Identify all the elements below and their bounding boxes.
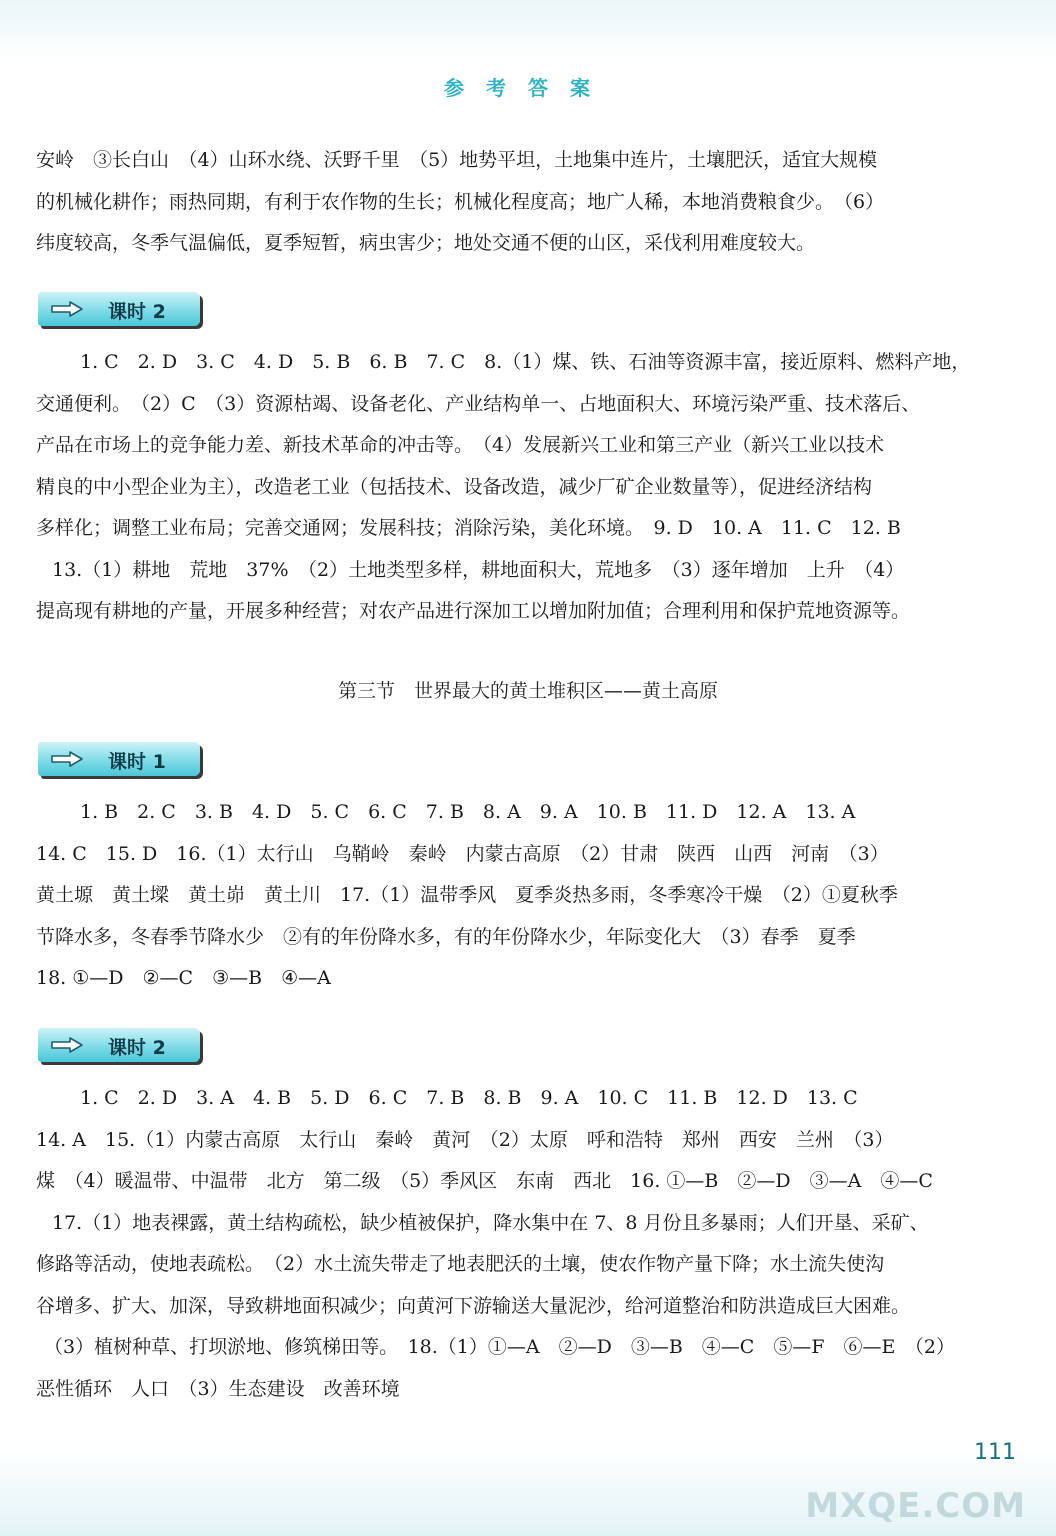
answer-line: 谷增多、扩大、加深，导致耕地面积减少；向黄河下游输送大量泥沙，给河道整治和防洪造成巨大困难。 bbox=[36, 1294, 911, 1317]
lesson-badge bbox=[38, 1028, 202, 1066]
answer-line: 产品在市场上的竞争能力差、新技术革命的冲击等。 （4）发展新兴工业和第三产业（新兴工业以技术 bbox=[36, 434, 885, 456]
answer-line: 13.（1）耕地 荒地 37% （2）土地类型多样，耕地面积大，荒地多 （3）逐年增加 上升 （4） bbox=[52, 558, 905, 581]
arrow-right-icon bbox=[50, 750, 84, 768]
answer-line: 14. C 15. D 16.（1）太行山 乌鞘岭 秦岭 内蒙古高原 （2）甘肃 陕西 山西 河南 （3） bbox=[36, 842, 889, 865]
section-title: 第三节 世界最大的黄土堆积区——黄土高原 bbox=[337, 680, 718, 702]
badge-label: 课时 1 bbox=[108, 751, 166, 773]
arrow-right-icon bbox=[50, 300, 84, 318]
page-number: 111 bbox=[974, 1440, 1016, 1465]
answer-line: 1. B 2. C 3. B 4. D 5. C 6. C 7. B 8. A 9. A 10. B 11. D 12. A 13. A bbox=[80, 801, 856, 823]
lesson-badge bbox=[38, 292, 202, 330]
answer-line: 黄土塬 黄土墚 黄土峁 黄土川 17.（1）温带季风 夏季炎热多雨，冬季寒冷干燥 （2）①夏秋季 bbox=[36, 884, 898, 906]
watermark-logo bbox=[805, 1450, 1026, 1530]
badge-label: 课时 2 bbox=[108, 301, 166, 323]
answer-line: 煤 （4）暖温带、中温带 北方 第二级 （5）季风区 东南 西北 16. ①—B ②—D ③—A ④—C bbox=[36, 1170, 933, 1192]
answer-line: （3）植树种草、打坝淤地、修筑梯田等。 18.（1）①—A ②—D ③—B ④—C ⑤—F ⑥—E （2） bbox=[44, 1336, 955, 1358]
answer-line: 安岭 ③长白山 （4）山环水绕、沃野千里 （5）地势平坦，土地集中连片，土壤肥沃，适宜大规模 bbox=[36, 149, 878, 171]
lesson-badge bbox=[38, 742, 202, 780]
continuation-block bbox=[36, 140, 1020, 265]
lesson2-a-answers bbox=[36, 342, 1020, 633]
answer-line: 精良的中小型企业为主），改造老工业（包括技术、设备改造，减少厂矿企业数量等），促进经济结构 bbox=[36, 475, 873, 498]
answer-line: 纬度较高，冬季气温偏低，夏季短暂，病虫害少；地处交通不便的山区，采伐利用难度较大。 bbox=[36, 232, 816, 254]
lesson1-answers bbox=[36, 792, 1020, 1000]
answer-line: 17.（1）地表裸露，黄土结构疏松，缺少植被保护，降水集中在 7、8 月份且多暴雨；人们开垦、采矿、 bbox=[52, 1211, 929, 1234]
answer-line: 交通便利。 （2）C （3）资源枯竭、设备老化、产业结构单一、占地面积大、环境污染严重、技术落后、 bbox=[36, 392, 921, 415]
answer-line: 提高现有耕地的产量，开展多种经营；对农产品进行深加工以增加附加值；合理利用和保护荒地资源等。 bbox=[36, 600, 911, 622]
answer-line: 恶性循环 人口 （3）生态建设 改善环境 bbox=[36, 1377, 400, 1400]
answer-line: 18. ①—D ②—C ③—B ④—A bbox=[36, 967, 331, 989]
page-header-title: 参考答案 bbox=[444, 76, 612, 100]
top-decor-band bbox=[0, 0, 1056, 60]
badge-label: 课时 2 bbox=[108, 1037, 166, 1059]
answer-line: 多样化；调整工业布局；完善交通网；发展科技；消除污染，美化环境。 9. D 10. A 11. C 12. B bbox=[36, 517, 901, 539]
arrow-right-icon bbox=[50, 1036, 84, 1054]
answer-line: 14. A 15.（1）内蒙古高原 太行山 秦岭 黄河 （2）太原 呼和浩特 郑州 西安 兰州 （3） bbox=[36, 1128, 894, 1151]
lesson2-b-answers bbox=[36, 1078, 1020, 1410]
answer-line: 1. C 2. D 3. C 4. D 5. B 6. B 7. C 8.（1）煤、铁、石油等资源丰富，接近原料、燃料产地， bbox=[80, 351, 971, 373]
answer-line: 1. C 2. D 3. A 4. B 5. D 6. C 7. B 8. B 9. A 10. C 11. B 12. D 13. C bbox=[80, 1087, 858, 1109]
watermark-text: MXQE.COM bbox=[805, 1486, 1026, 1526]
answer-line: 的机械化耕作；雨热同期，有利于农作物的生长；机械化程度高；地广人稀，本地消费粮食少。 （6） bbox=[36, 190, 885, 213]
answer-line: 节降水多，冬春季节降水少 ②有的年份降水多，有的年份降水少，年际变化大 （3）春季 夏季 bbox=[36, 925, 856, 948]
answer-line: 修路等活动，使地表疏松。 （2）水土流失带走了地表肥沃的土壤，使农作物产量下降；水土流失使沟 bbox=[36, 1253, 885, 1275]
